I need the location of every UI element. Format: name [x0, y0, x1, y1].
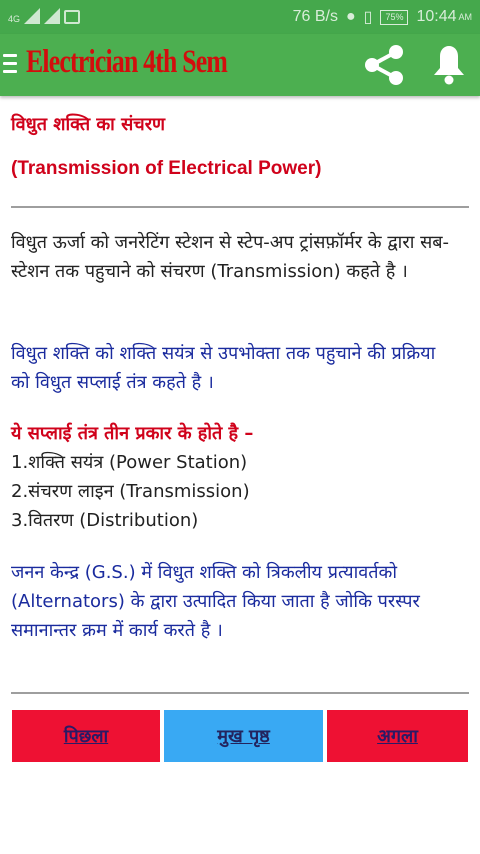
signal-icon — [24, 8, 40, 24]
menu-icon[interactable] — [3, 54, 17, 76]
app-bar — [0, 34, 480, 96]
share-icon[interactable] — [360, 42, 408, 88]
bell-icon[interactable] — [428, 42, 470, 88]
list-item: 1.शक्ति सयंत्र (Power Station) — [11, 452, 248, 473]
divider-bottom — [11, 692, 469, 694]
divider-top — [11, 206, 469, 208]
heading-english: (Transmission of Electrical Power) — [11, 158, 322, 179]
network-speed: 76 B/s — [292, 8, 338, 25]
list-item: 3.वितरण (Distribution) — [11, 510, 199, 531]
previous-button[interactable]: पिछला — [12, 710, 160, 762]
network-type: 4G — [8, 14, 21, 24]
paragraph-transmission: विधुत ऊर्जा को जनरेटिंग स्टेशन से स्टेप-अप ट्रांसफ़ॉर्मर के द्वारा सब-स्टेशन तक पहुचाने को संचरण (Transmission) कहते है । — [11, 232, 450, 282]
app-title: Electrician 4th Sem — [26, 44, 228, 80]
clock: 10:44 — [416, 8, 457, 25]
signal-icon-2 — [44, 8, 60, 24]
battery-icon: 75% — [380, 10, 408, 25]
heading-hindi: विधुत शक्ति का संचरण — [11, 114, 166, 135]
next-button[interactable]: अगला — [327, 710, 468, 762]
vibrate-icon: ▯ — [363, 9, 373, 26]
home-button[interactable]: मुख पृष्ठ — [164, 710, 323, 762]
paragraph-supply-system: विधुत शक्ति को शक्ति सयंत्र से उपभोक्ता तक पहुचाने की प्रक्रिया को विधुत सप्लाई तंत्र कहते है । — [11, 343, 436, 393]
clock-ampm: AM — [458, 12, 472, 22]
location-icon: ● — [345, 8, 356, 25]
list-item: 2.संचरण लाइन (Transmission) — [11, 481, 250, 502]
image-notification-icon — [64, 10, 80, 24]
status-bar — [0, 0, 480, 34]
list-heading: ये सप्लाई तंत्र तीन प्रकार के होते है – — [11, 423, 254, 444]
paragraph-generation: जनन केन्द्र (G.S.) में विधुत शक्ति को त्रिकलीय प्रत्यावर्तको (Alternators) के द्वारा उत्पादित किया जाता है जोकि परस्पर समानान्तर क्रम में कार्य करते है । — [11, 562, 420, 641]
